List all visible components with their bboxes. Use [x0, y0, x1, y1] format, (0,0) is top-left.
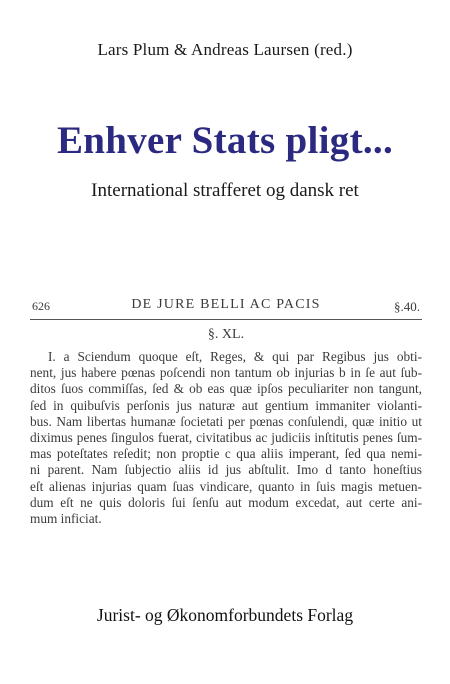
excerpt-line: eſt alienas injurias quam ſuas vindicare, quanto in ſuis magis metuen- [30, 478, 422, 494]
excerpt-line: I. a Sciendum quoque eſt, Reges, & qui par Regibus jus obti- [48, 349, 422, 364]
excerpt-section-number: §.40. [394, 299, 420, 314]
excerpt-body [30, 349, 422, 527]
publisher: Jurist- og Økonomforbundets Forlag [96, 605, 354, 625]
excerpt-book-title: DE JURE BELLI AC PACIS [131, 297, 321, 312]
editors: Lars Plum & Andreas Laursen (red.) [97, 40, 353, 59]
running-head [30, 297, 422, 317]
excerpt-line: diximus penes ſingulos fuerat, civitatibus ac judiciis inſtitutis penes ſum- [30, 430, 422, 446]
excerpt-line: bus. Nam libertas humanæ ſocietati per pœnas conſulendi, quæ initio ut [30, 413, 422, 429]
excerpt-page-number: 626 [32, 299, 50, 313]
excerpt-line: ditos ſuos commiſſas, ſed & ob eas quæ ipſos peculiariter non tangunt, [30, 381, 422, 397]
excerpt-line: nent, jus habere pœnas poſcendi non tantum ob injurias b in ſe aut ſub- [30, 365, 422, 381]
latin-text-excerpt [30, 297, 422, 527]
excerpt-line: mum inficiat. [30, 511, 102, 527]
excerpt-line: mas poteſtates reſedit; non proptie c qua aliis imperant, ſed qua nemi- [30, 446, 422, 462]
excerpt-line: dum eſt ne quis doloris ſui ſenſu aut modum excedat, aut certe ani- [30, 494, 422, 510]
book-title: Enhver Stats pligt... [56, 119, 394, 162]
running-head-rule [30, 319, 422, 320]
book-subtitle: International strafferet og dansk ret [91, 180, 359, 201]
excerpt-line: ni parent. Nam ſubjectio aliis id jus abſtulit. Imo d tanto honeſtius [30, 462, 422, 478]
section-heading: §. XL. [207, 327, 245, 342]
excerpt-line: ſed in quibuſvis perſonis jus naturæ aut gentium immaniter violanti- [30, 397, 422, 413]
